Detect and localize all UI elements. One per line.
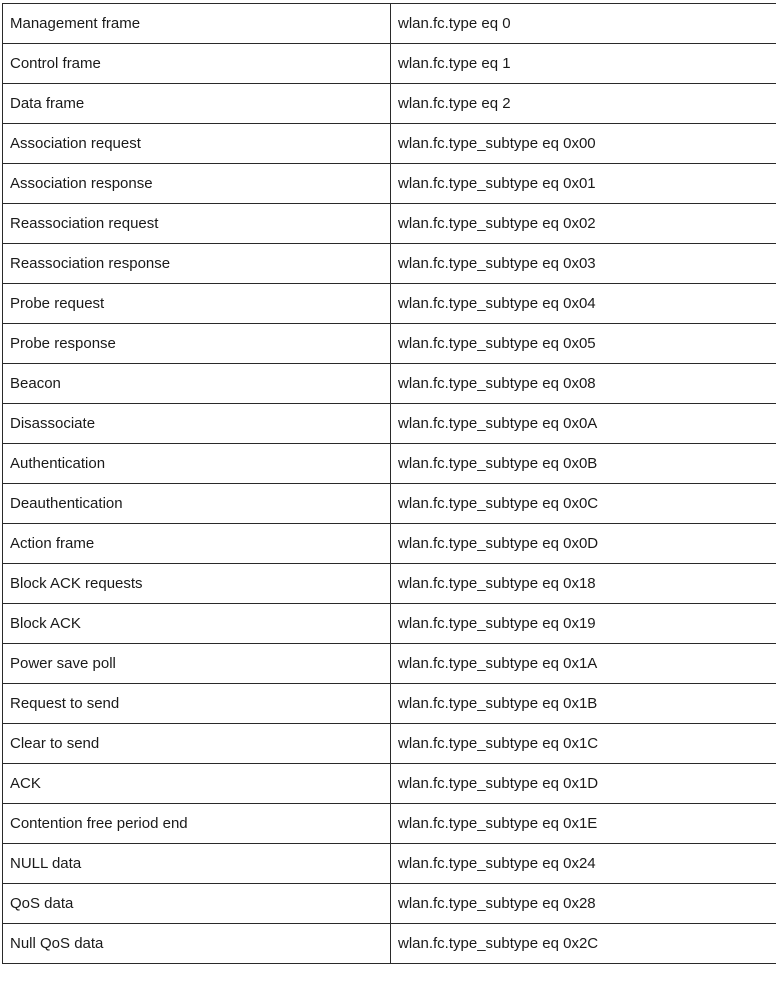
frame-type-cell: Action frame xyxy=(3,524,391,564)
wlan-filter-table xyxy=(2,3,776,964)
table-row xyxy=(3,124,776,164)
table-row xyxy=(3,844,776,884)
frame-type-cell: Association request xyxy=(3,124,391,164)
filter-expression-cell: wlan.fc.type eq 2 xyxy=(391,84,776,124)
filter-expression-cell: wlan.fc.type_subtype eq 0x28 xyxy=(391,884,776,924)
table-row xyxy=(3,764,776,804)
table-row xyxy=(3,324,776,364)
filter-expression-cell: wlan.fc.type_subtype eq 0x08 xyxy=(391,364,776,404)
filter-expression-cell: wlan.fc.type eq 0 xyxy=(391,4,776,44)
table-row xyxy=(3,284,776,324)
frame-type-cell: Reassociation request xyxy=(3,204,391,244)
filter-table-container xyxy=(2,3,776,964)
table-row xyxy=(3,4,776,44)
table-row xyxy=(3,884,776,924)
table-row xyxy=(3,404,776,444)
filter-expression-cell: wlan.fc.type_subtype eq 0x1E xyxy=(391,804,776,844)
filter-expression-cell: wlan.fc.type_subtype eq 0x1D xyxy=(391,764,776,804)
frame-type-cell: Association response xyxy=(3,164,391,204)
filter-expression-cell: wlan.fc.type_subtype eq 0x01 xyxy=(391,164,776,204)
table-row xyxy=(3,44,776,84)
frame-type-cell: Clear to send xyxy=(3,724,391,764)
frame-type-cell: ACK xyxy=(3,764,391,804)
frame-type-cell: Probe request xyxy=(3,284,391,324)
filter-expression-cell: wlan.fc.type_subtype eq 0x03 xyxy=(391,244,776,284)
frame-type-cell: Data frame xyxy=(3,84,391,124)
filter-expression-cell: wlan.fc.type_subtype eq 0x1C xyxy=(391,724,776,764)
frame-type-cell: Disassociate xyxy=(3,404,391,444)
frame-type-cell: Probe response xyxy=(3,324,391,364)
table-row xyxy=(3,444,776,484)
table-row xyxy=(3,164,776,204)
frame-type-cell: Block ACK requests xyxy=(3,564,391,604)
table-row xyxy=(3,84,776,124)
filter-expression-cell: wlan.fc.type_subtype eq 0x00 xyxy=(391,124,776,164)
frame-type-cell: Control frame xyxy=(3,44,391,84)
table-row xyxy=(3,524,776,564)
frame-type-cell: Power save poll xyxy=(3,644,391,684)
table-row xyxy=(3,644,776,684)
filter-expression-cell: wlan.fc.type_subtype eq 0x1A xyxy=(391,644,776,684)
frame-type-cell: Contention free period end xyxy=(3,804,391,844)
filter-expression-cell: wlan.fc.type_subtype eq 0x05 xyxy=(391,324,776,364)
frame-type-cell: Reassociation response xyxy=(3,244,391,284)
table-row xyxy=(3,804,776,844)
frame-type-cell: Management frame xyxy=(3,4,391,44)
table-row xyxy=(3,484,776,524)
frame-type-cell: NULL data xyxy=(3,844,391,884)
table-row xyxy=(3,924,776,964)
filter-expression-cell: wlan.fc.type_subtype eq 0x1B xyxy=(391,684,776,724)
filter-expression-cell: wlan.fc.type eq 1 xyxy=(391,44,776,84)
frame-type-cell: Authentication xyxy=(3,444,391,484)
frame-type-cell: Deauthentication xyxy=(3,484,391,524)
frame-type-cell: Request to send xyxy=(3,684,391,724)
table-row xyxy=(3,564,776,604)
table-row xyxy=(3,364,776,404)
filter-expression-cell: wlan.fc.type_subtype eq 0x0D xyxy=(391,524,776,564)
table-row xyxy=(3,604,776,644)
filter-expression-cell: wlan.fc.type_subtype eq 0x0B xyxy=(391,444,776,484)
filter-expression-cell: wlan.fc.type_subtype eq 0x0A xyxy=(391,404,776,444)
filter-expression-cell: wlan.fc.type_subtype eq 0x04 xyxy=(391,284,776,324)
filter-expression-cell: wlan.fc.type_subtype eq 0x0C xyxy=(391,484,776,524)
filter-expression-cell: wlan.fc.type_subtype eq 0x24 xyxy=(391,844,776,884)
frame-type-cell: Block ACK xyxy=(3,604,391,644)
table-row xyxy=(3,244,776,284)
frame-type-cell: Beacon xyxy=(3,364,391,404)
table-row xyxy=(3,684,776,724)
filter-expression-cell: wlan.fc.type_subtype eq 0x18 xyxy=(391,564,776,604)
frame-type-cell: QoS data xyxy=(3,884,391,924)
table-row xyxy=(3,204,776,244)
table-body xyxy=(3,4,776,964)
filter-expression-cell: wlan.fc.type_subtype eq 0x02 xyxy=(391,204,776,244)
filter-expression-cell: wlan.fc.type_subtype eq 0x2C xyxy=(391,924,776,964)
table-row xyxy=(3,724,776,764)
filter-expression-cell: wlan.fc.type_subtype eq 0x19 xyxy=(391,604,776,644)
frame-type-cell: Null QoS data xyxy=(3,924,391,964)
